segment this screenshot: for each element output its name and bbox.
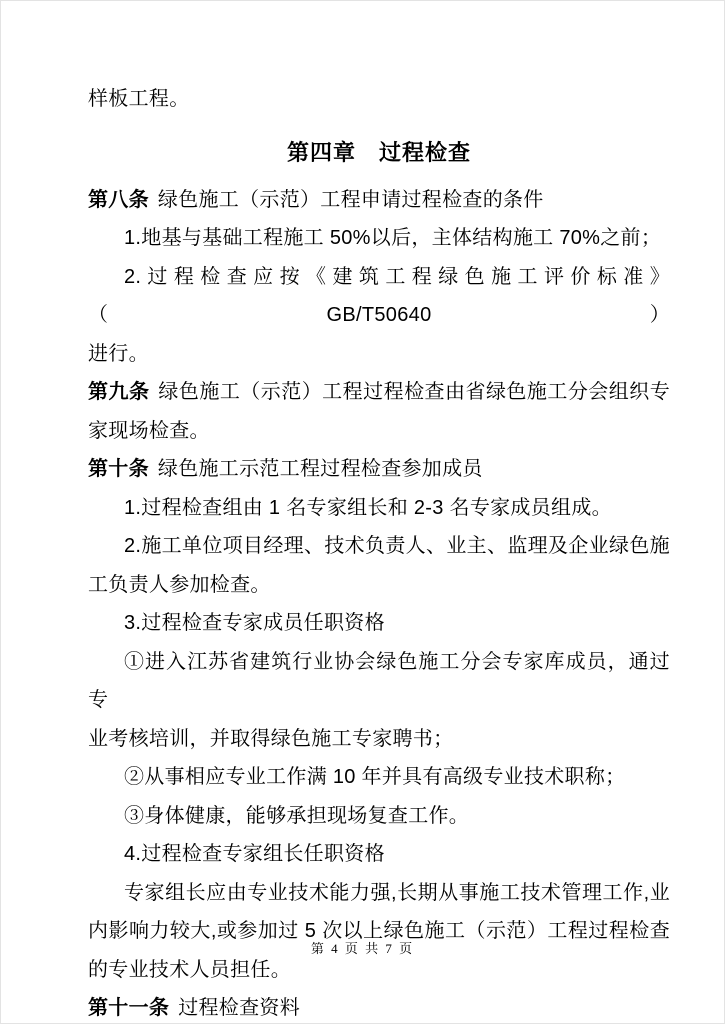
- paragraph-wrap: 业考核培训，并取得绿色施工专家聘书；: [88, 727, 454, 750]
- clause-text: 绿色施工（示范）工程过程检查由省绿色施工分会组织专: [158, 381, 671, 403]
- clause-line-9: [88, 373, 670, 412]
- list-item: 3.过程检查专家成员任职资格: [124, 612, 385, 634]
- clause-number-label: 第八条: [88, 188, 149, 211]
- clause-text: 过程检查资料: [178, 997, 301, 1019]
- paragraph-wrap: 内影响力较大,或参加过 5 次以上绿色施工（示范）工程过程检查: [88, 920, 670, 942]
- document-body: [88, 80, 670, 1024]
- clause-line-10: [88, 450, 670, 489]
- sub-item: ①进入江苏省建筑行业协会绿色施工分会专家库成员，通过专: [88, 650, 670, 711]
- sub-item: ③身体健康，能够承担现场复查工作。: [124, 804, 470, 827]
- list-item: 1.地基与基础工程施工 50%以后，主体结构施工 70%之前；: [124, 227, 662, 249]
- paragraph-wrap: 的专业技术人员担任。: [88, 958, 291, 981]
- clause-number-label: 第九条: [88, 381, 150, 403]
- list-item: 2.过程检查应按《建筑工程绿色施工评价标准》（GB/T50640）: [88, 265, 670, 326]
- list-item: 2.施工单位项目经理、技术负责人、业主、监理及企业绿色施: [124, 535, 670, 557]
- clause-number-label: 第十一条: [88, 997, 170, 1019]
- paragraph-wrap: 进行。: [88, 342, 149, 365]
- clause-text: 绿色施工示范工程过程检查参加成员: [157, 458, 483, 480]
- list-item: 1.过程检查组由 1 名专家组长和 2-3 名专家成员组成。: [124, 496, 612, 519]
- page-number-footer: 第 4 页 共 7 页: [310, 941, 415, 956]
- paragraph-wrap: 家现场检查。: [88, 419, 210, 442]
- list-item: 4.过程检查专家组长任职资格: [124, 843, 385, 865]
- clause-line-11: [88, 989, 670, 1024]
- clause-number-label: 第十条: [88, 458, 149, 480]
- chapter-heading: 第四章 过程检查: [286, 139, 471, 165]
- paragraph-indent: 专家组长应由专业技术能力强,长期从事施工技术管理工作,业: [124, 881, 670, 904]
- clause-line-8: [88, 181, 670, 220]
- clause-text: 绿色施工（示范）工程申请过程检查的条件: [157, 188, 544, 211]
- sub-item: ②从事相应专业工作满 10 年并具有高级专业技术职称；: [124, 766, 626, 788]
- paragraph-wrap: 工负责人参加检查。: [88, 573, 271, 596]
- paragraph-continuation: 样板工程。: [88, 88, 190, 110]
